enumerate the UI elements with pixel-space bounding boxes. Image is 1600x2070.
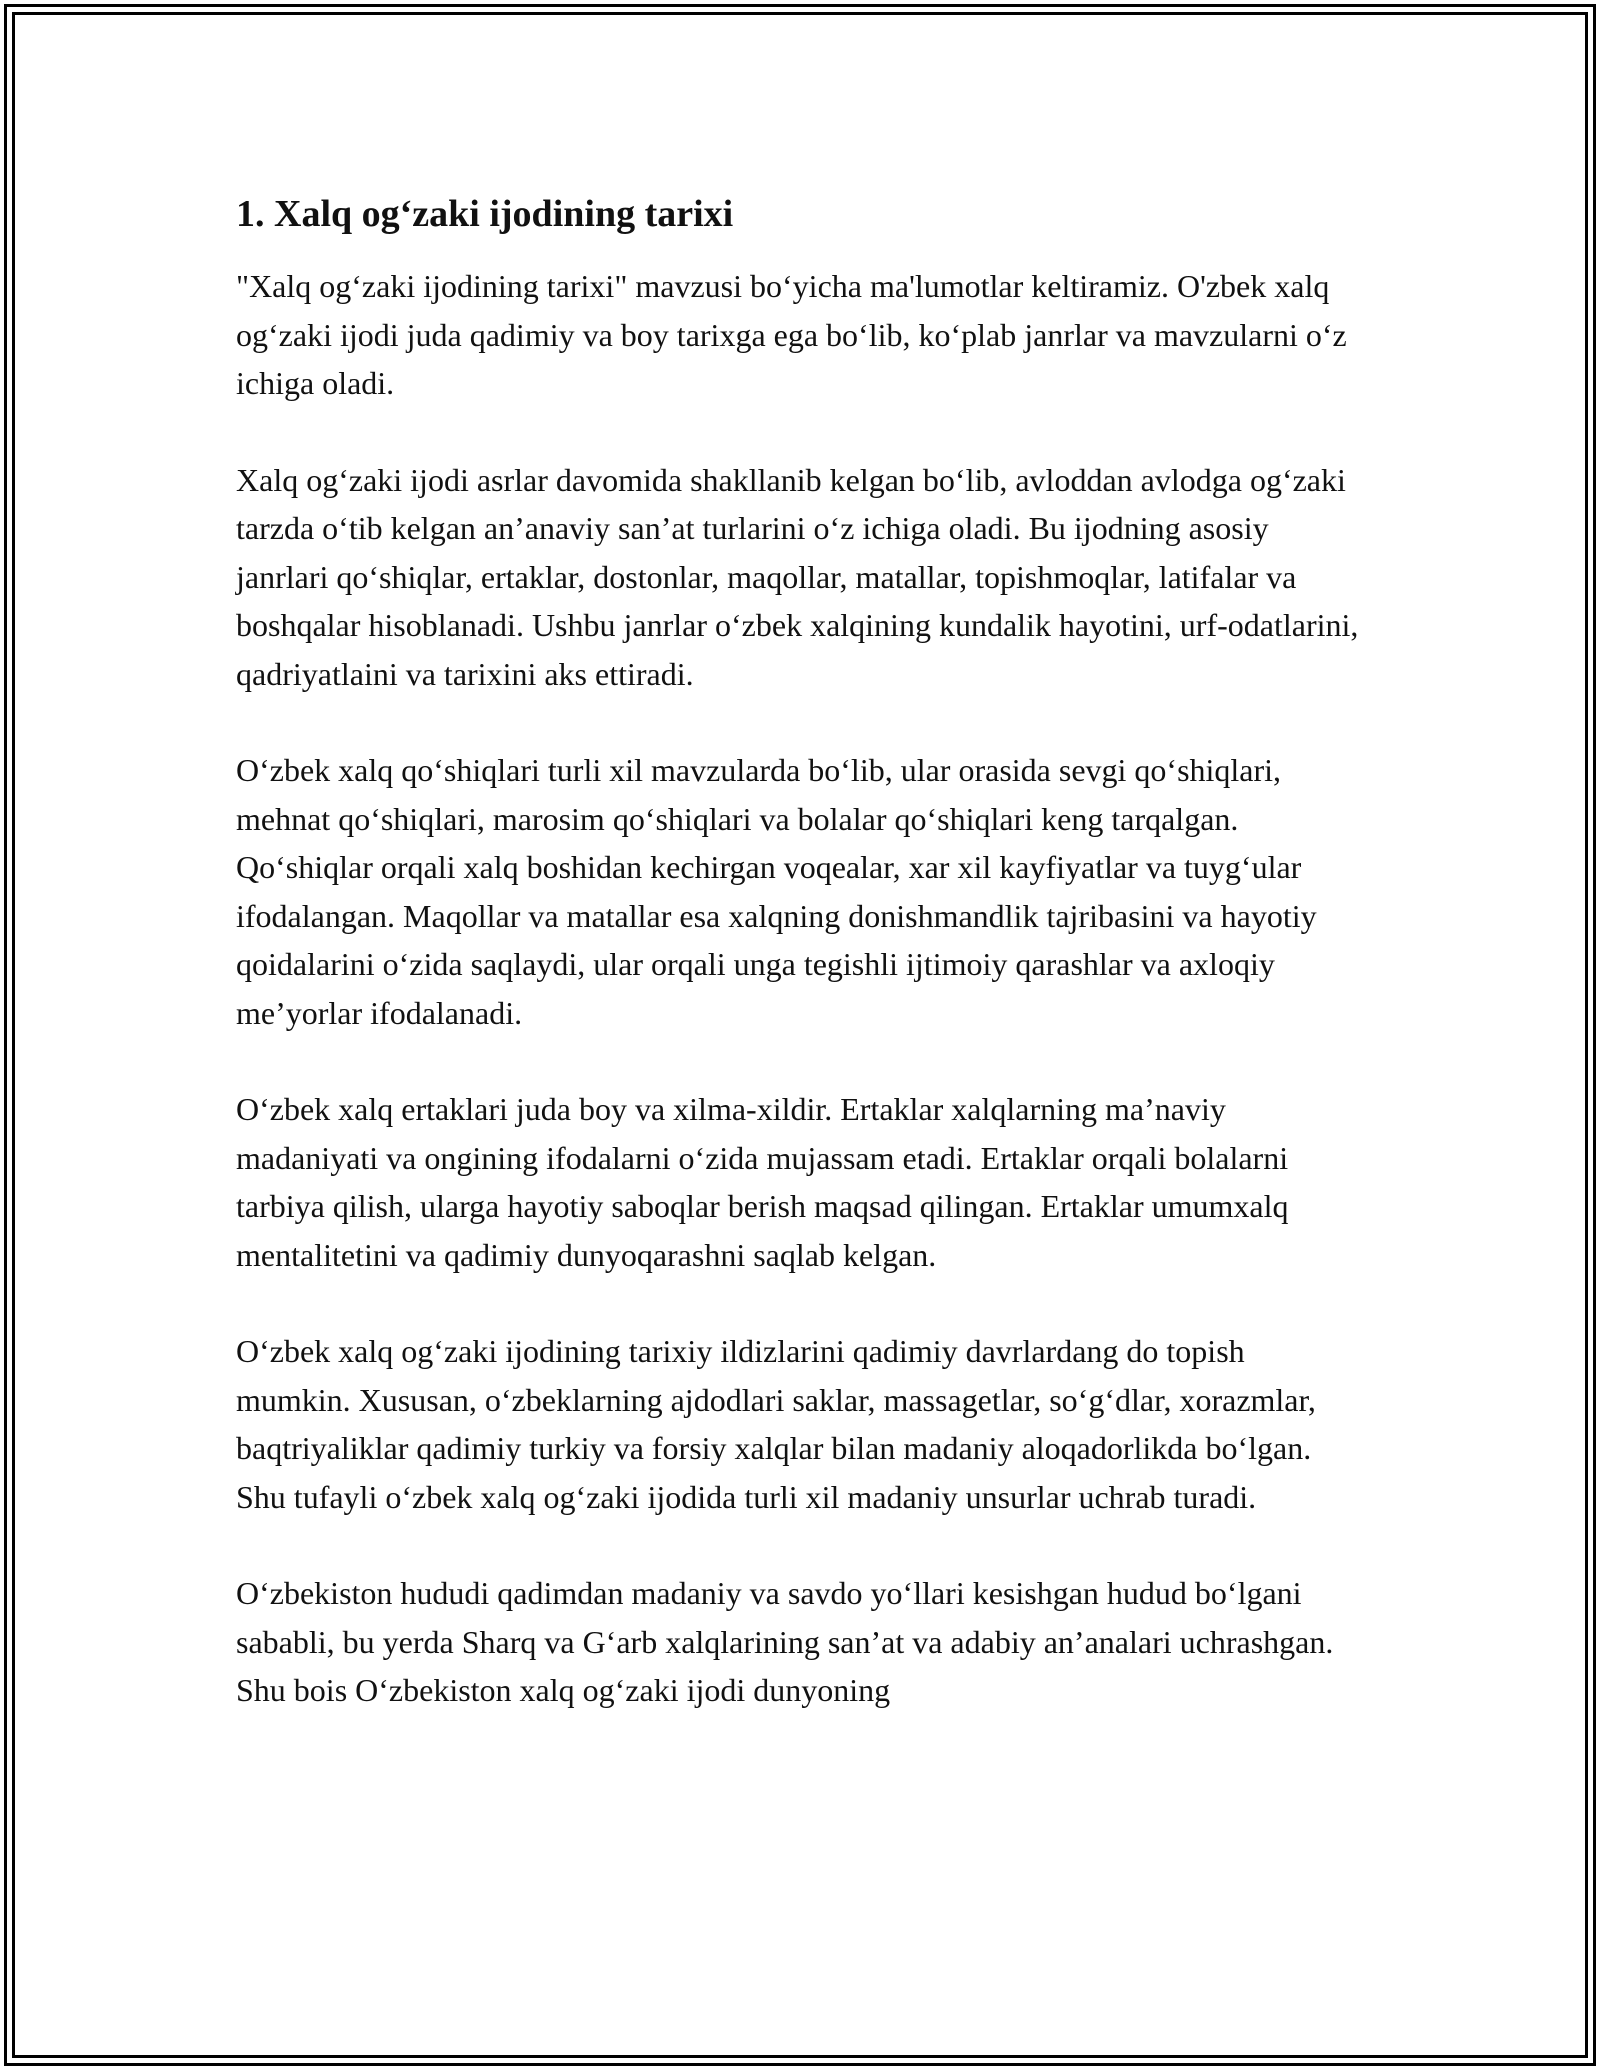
paragraph-genres: Xalq og‘zaki ijodi asrlar davomida shakllanib kelgan bo‘lib, avloddan avlodga og‘zaki tarzda o‘tib kelgan an’anaviy san’at turlarini o‘z ichiga oladi. Bu ijodning asosiy janrlari qo‘shiqlar, ertaklar, dostonlar, maqollar, matallar, topishmoqlar, latifalar va boshqalar hisoblanadi. Ushbu janrlar o‘zbek xalqining kundalik hayotini, urf-odatlarini, qadriyatlaini va tarixini aks ettiradi.: [236, 461, 1359, 692]
section-heading: 1. Xalq og‘zaki ijodining tarixi: [236, 193, 734, 235]
paragraph-roots: O‘zbek xalq og‘zaki ijodining tarixiy ildizlarini qadimiy davrlardang do topish mumkin. Xususan, o‘zbeklarning ajdodlari saklar, massagetlar, so‘g‘dlar, xorazmlar, baqtriyaliklar qadimiy turkiy va forsiy xalqlar bilan madaniy aloqadorlikda bo‘lgan. Shu tufayli o‘zbek xalq og‘zaki ijodida turli xil madaniy unsurlar uchrab turadi.: [236, 1333, 1316, 1515]
paragraph-intro: "Xalq og‘zaki ijodining tarixi" mavzusi bo‘yicha ma'lumotlar keltiramiz. O'zbek xalq og‘zaki ijodi juda qadimiy va boy tarixga ega bo‘lib, ko‘plab janrlar va mavzularni o‘z ichiga oladi.: [236, 268, 1347, 401]
paragraph-songs: O‘zbek xalq qo‘shiqlari turli xil mavzularda bo‘lib, ular orasida sevgi qo‘shiqlari, mehnat qo‘shiqlari, marosim qo‘shiqlari va bolalar qo‘shiqlari keng tarqalgan. Qo‘shiqlar orqali xalq boshidan kechirgan voqealar, xar xil kayfiyatlar va tuyg‘ular ifodalangan. Maqollar va matallar esa xalqning donishmandlik tajribasini va hayotiy qoidalarini o‘zida saqlaydi, ular orqali unga tegishli ijtimoiy qarashlar va axloqiy me’yorlar ifodalanadi.: [236, 752, 1317, 1031]
document-body: [236, 188, 1364, 1763]
paragraph-tales: O‘zbek xalq ertaklari juda boy va xilma-xildir. Ertaklar xalqlarning ma’naviy madaniyati va ongining ifodalarni o‘zida mujassam etadi. Ertaklar orqali bolalarni tarbiya qilish, ularga hayotiy saboqlar berish maqsad qilingan. Ertaklar umumxalq mentalitetini va qadimiy dunyoqarashni saqlab kelgan.: [236, 1091, 1289, 1273]
paragraph-crossroads: O‘zbekiston hududi qadimdan madaniy va savdo yo‘llari kesishgan hudud bo‘lgani sababli, bu yerda Sharq va G‘arb xalqlarining san’at va adabiy an’analari uchrashgan. Shu bois O‘zbekiston xalq og‘zaki ijodi dunyoning: [236, 1575, 1334, 1708]
